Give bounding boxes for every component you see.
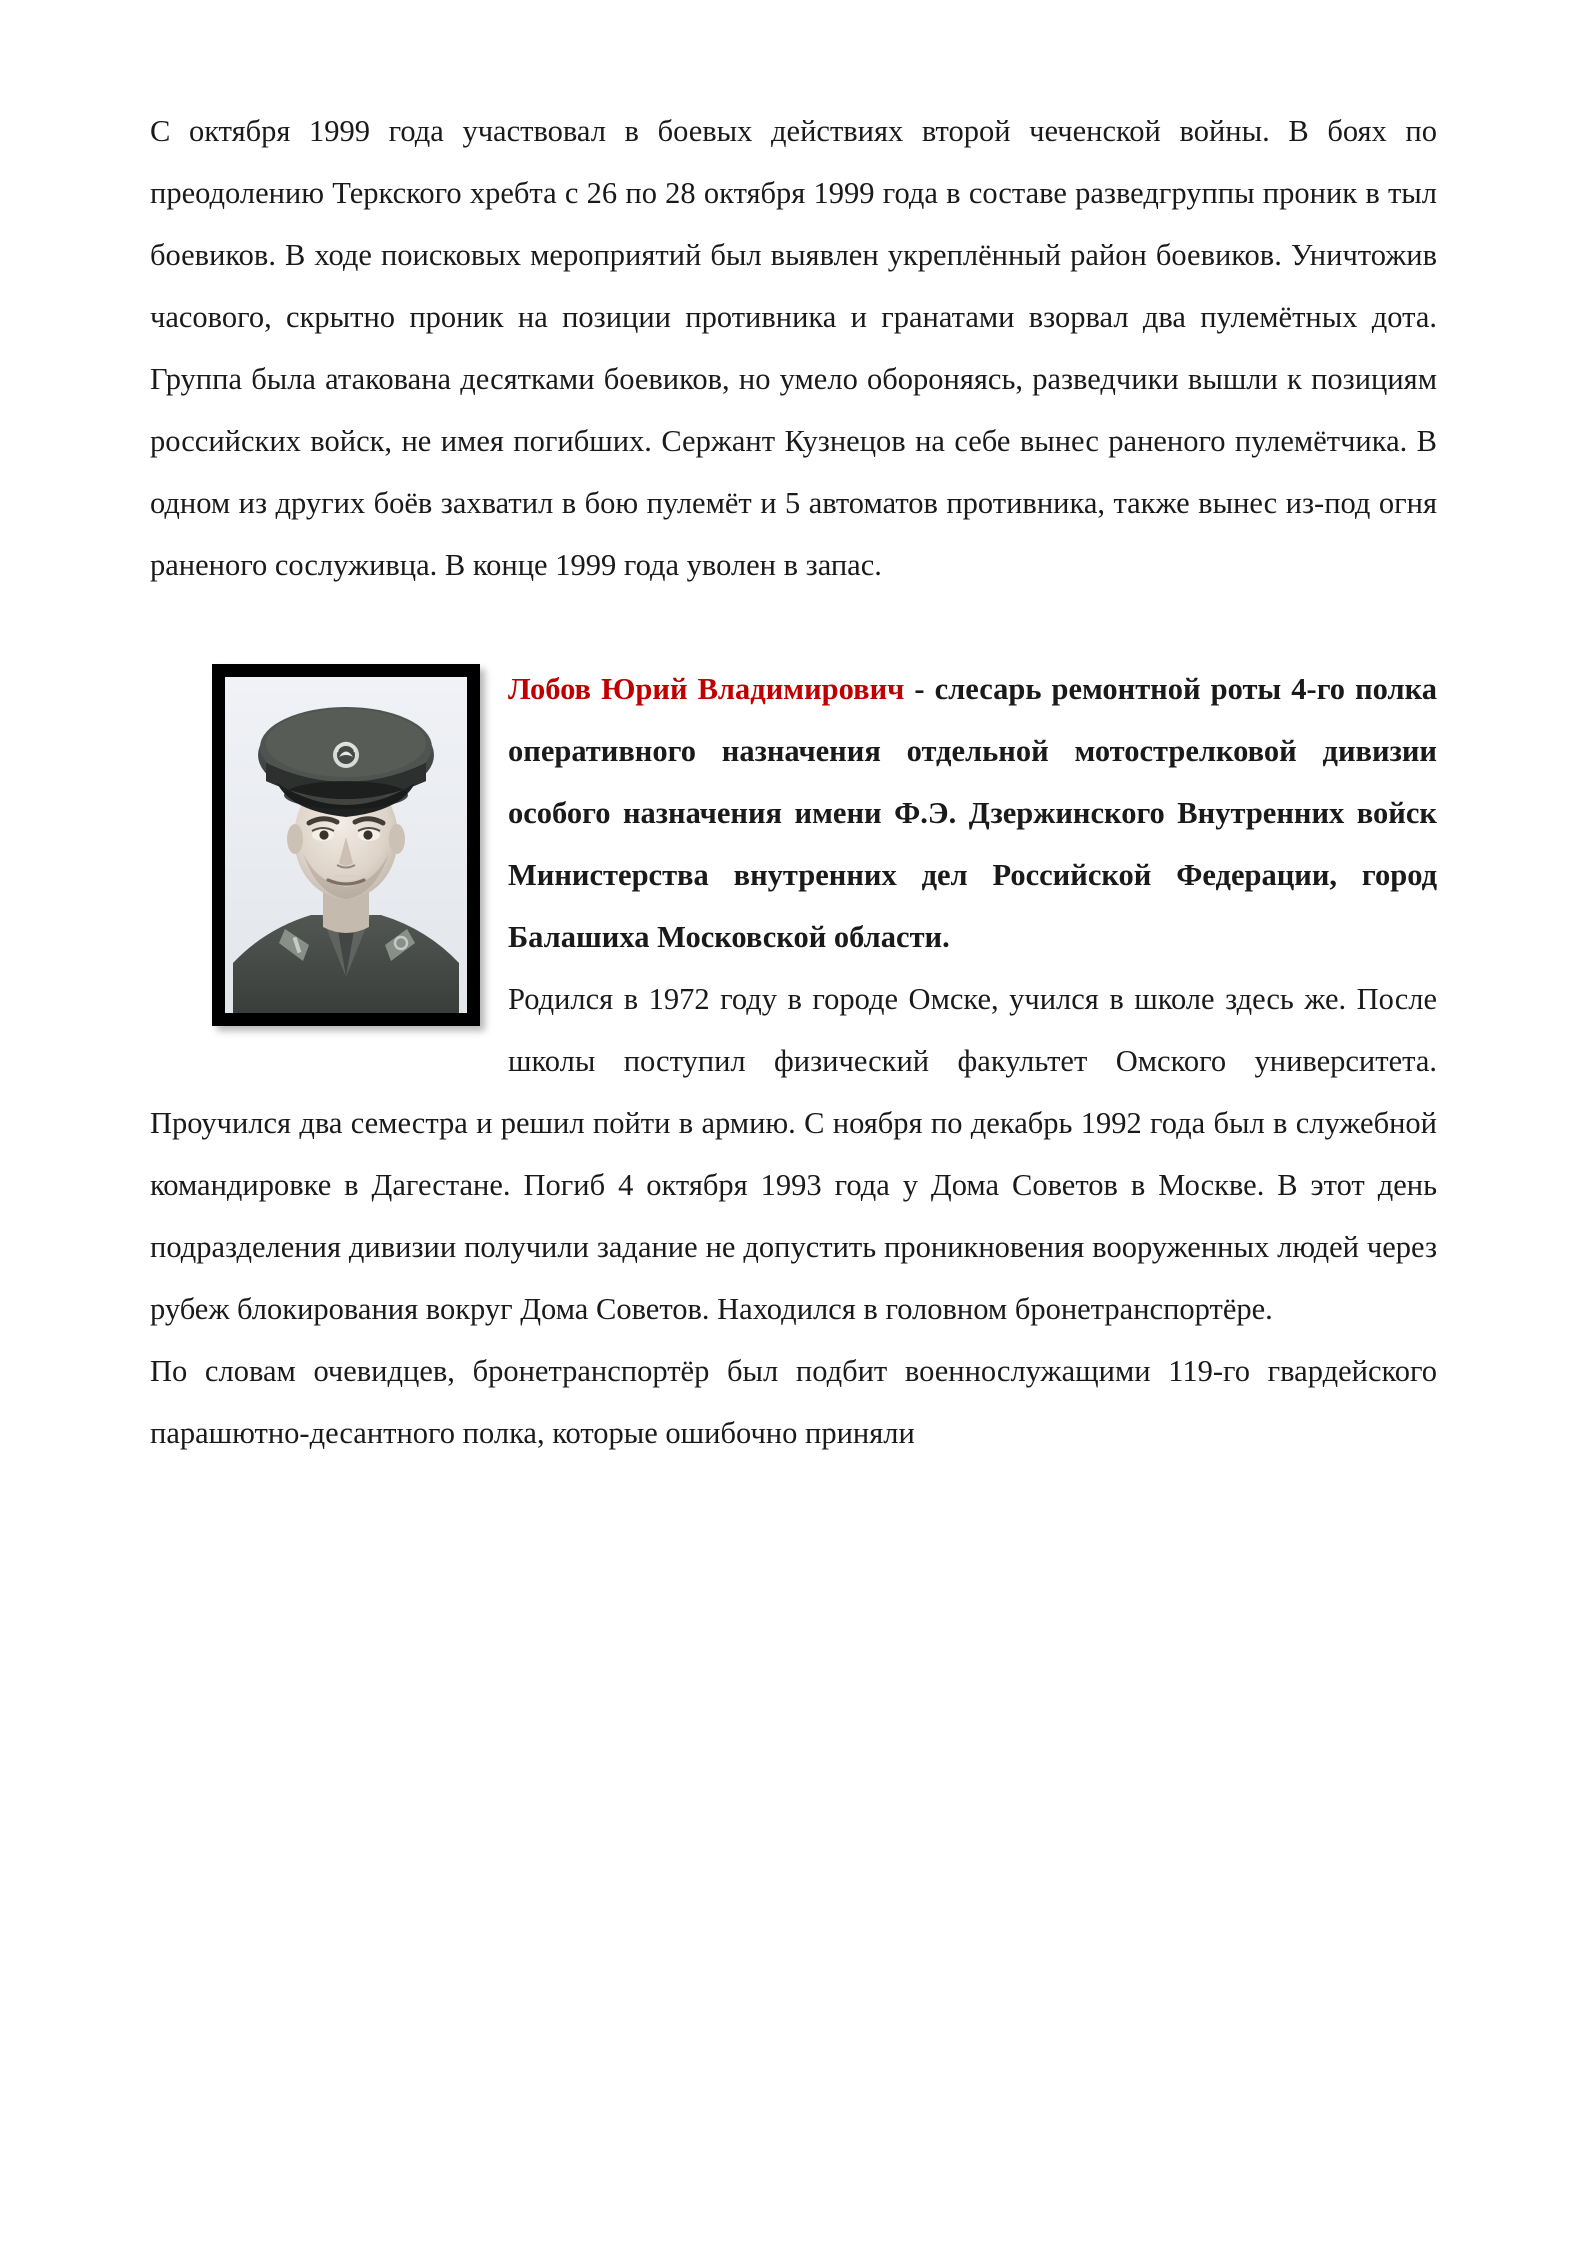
paragraph-spacer (150, 596, 1437, 658)
paragraph-lobov-witnesses: По словам очевидцев, бронетранспортёр был подбит военнослужащими 119-го гвардейского парашютно-десантного полка, которые ошибочно приняли (150, 1354, 1437, 1450)
portrait-photo (225, 677, 467, 1013)
name-title-dash: - (904, 672, 935, 706)
person-title-lobov: слесарь ремонтной роты 4-го полка оперативного назначения отдельной мотострелковой дивизии особого назначения имени Ф.Э. Дзержинского Внутренних войск Министерства внутренних дел Российской Федерации, город Балашиха Московской области. (508, 672, 1437, 954)
paragraph-kuznetsov-story: С октября 1999 года участвовал в боевых действиях второй чеченской войны. В боях по преодолению Теркского хребта с 26 по 28 октября 1999 года в составе разведгруппы проник в тыл боевиков. В ходе поисковых мероприятий был выявлен укреплённый район боевиков. Уничтожив часового, скрытно проник на позиции противника и гранатами взорвал два пулемётных дота. Группа была атакована десятками боевиков, но умело обороняясь, разведчики вышли к позициям российских войск, не имея погибших. Сержант Кузнецов на себе вынес раненого пулемётчика. В одном из других боёв захватил в бою пулемёт и 5 автоматов противника, также вынес из-под огня раненого сослуживца. В конце 1999 года уволен в запас. (150, 114, 1437, 582)
portrait-frame (212, 664, 480, 1026)
paragraph-lobov-bio: Родился в 1972 году в городе Омске, учился в школе здесь же. После школы поступил физический факультет Омского университета. Проучился два семестра и решил пойти в армию. С ноября по декабрь 1992 года был в служебной командировке в Дагестане. Погиб 4 октября 1993 года у Дома Советов в Москве. В этот день подразделения дивизии получили задание не допустить проникновения вооруженных людей через рубеж блокирования вокруг Дома Советов. Находился в головном бронетранспортёре. (150, 982, 1437, 1326)
document-body (150, 100, 1437, 1464)
person-name-lobov: Лобов Юрий Владимирович (508, 672, 905, 706)
portrait-figure (212, 664, 480, 1026)
